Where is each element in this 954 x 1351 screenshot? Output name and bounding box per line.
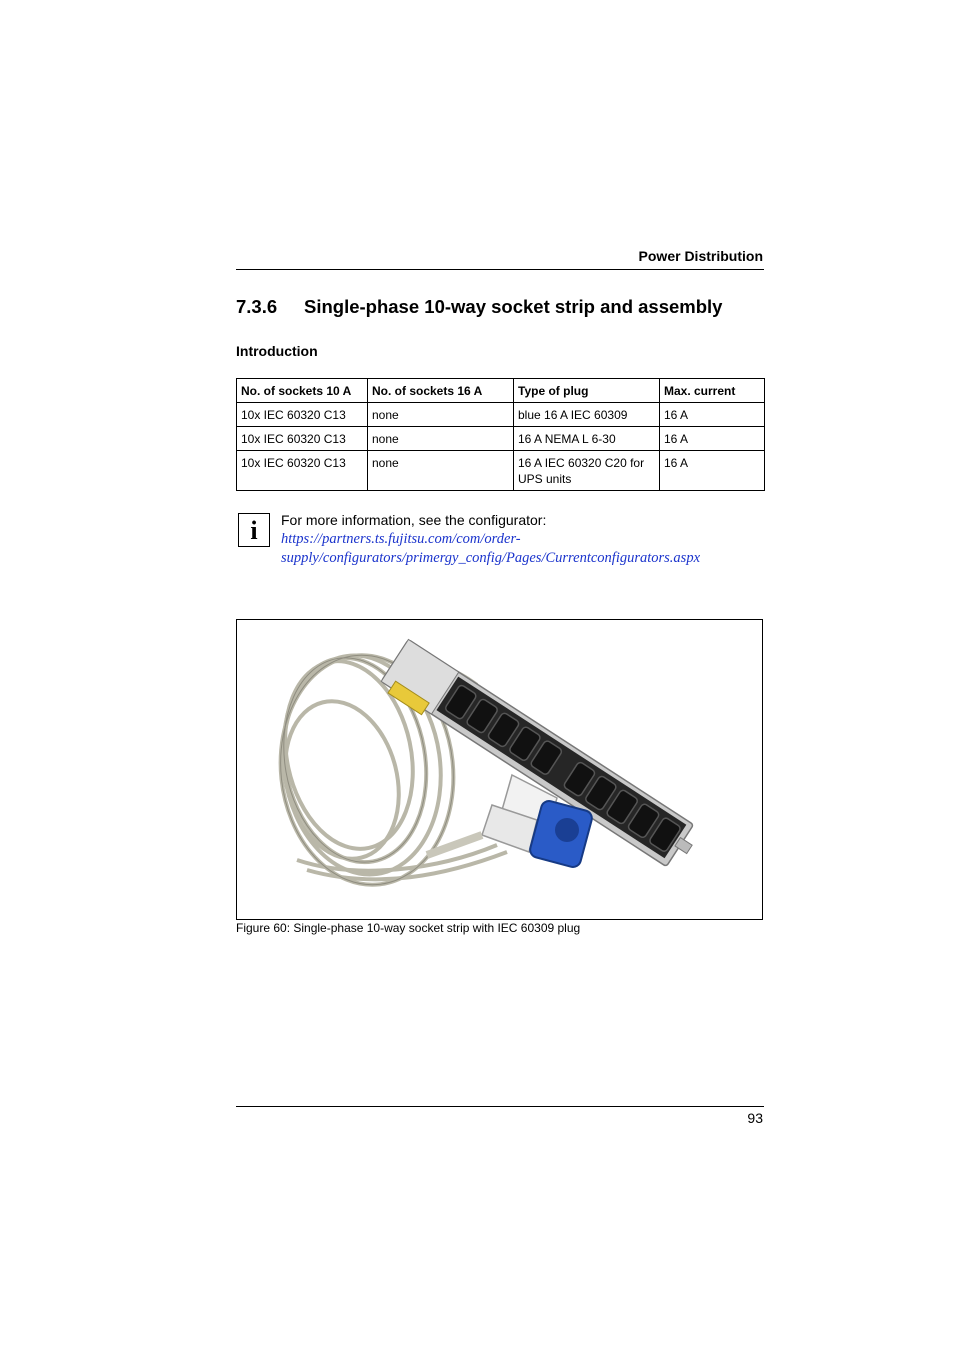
- figure-frame: [236, 619, 763, 920]
- spec-table: [236, 378, 765, 491]
- table-cell: none: [368, 403, 514, 427]
- table-header-cell: No. of sockets 16 A: [368, 379, 514, 403]
- table-cell: blue 16 A IEC 60309: [514, 403, 660, 427]
- table-header-row: [237, 379, 765, 403]
- page-number: 93: [747, 1110, 763, 1126]
- table-cell: 16 A IEC 60320 C20 for UPS units: [514, 451, 660, 491]
- table-row: [237, 403, 765, 427]
- figure-caption: Figure 60: Single-phase 10-way socket strip with IEC 60309 plug: [236, 921, 581, 935]
- table-header-cell: Type of plug: [514, 379, 660, 403]
- section-title-text: Single-phase 10-way socket strip and assembly: [304, 296, 723, 317]
- table-cell: 10x IEC 60320 C13: [237, 451, 368, 491]
- subheading-introduction: Introduction: [236, 343, 318, 359]
- table-cell: none: [368, 451, 514, 491]
- table-row: [237, 451, 765, 491]
- table-cell: 16 A: [660, 403, 765, 427]
- configurator-link-line-2[interactable]: supply/configurators/primergy_config/Pages/Currentconfigurators.aspx: [281, 550, 701, 566]
- running-header: Power Distribution: [638, 248, 763, 264]
- section-title: [236, 296, 722, 318]
- section-number: 7.3.6: [236, 296, 278, 317]
- table-cell: 16 A: [660, 427, 765, 451]
- table-cell: 16 A: [660, 451, 765, 491]
- table-header-cell: No. of sockets 10 A: [237, 379, 368, 403]
- info-icon: [238, 513, 270, 547]
- info-icon-glyph: i: [250, 516, 258, 545]
- table-cell: 10x IEC 60320 C13: [237, 403, 368, 427]
- table-cell: 16 A NEMA L 6-30: [514, 427, 660, 451]
- table-row: [237, 427, 765, 451]
- configurator-link-line-1[interactable]: https://partners.ts.fujitsu.com/com/order-: [281, 531, 521, 547]
- footer-rule: [236, 1106, 764, 1107]
- note-text: For more information, see the configurator:: [281, 512, 547, 528]
- socket-strip-illustration: [237, 620, 763, 920]
- header-rule: [236, 269, 764, 270]
- configurator-link[interactable]: [281, 530, 751, 568]
- table-cell: none: [368, 427, 514, 451]
- table-header-cell: Max. current: [660, 379, 765, 403]
- table-cell: 10x IEC 60320 C13: [237, 427, 368, 451]
